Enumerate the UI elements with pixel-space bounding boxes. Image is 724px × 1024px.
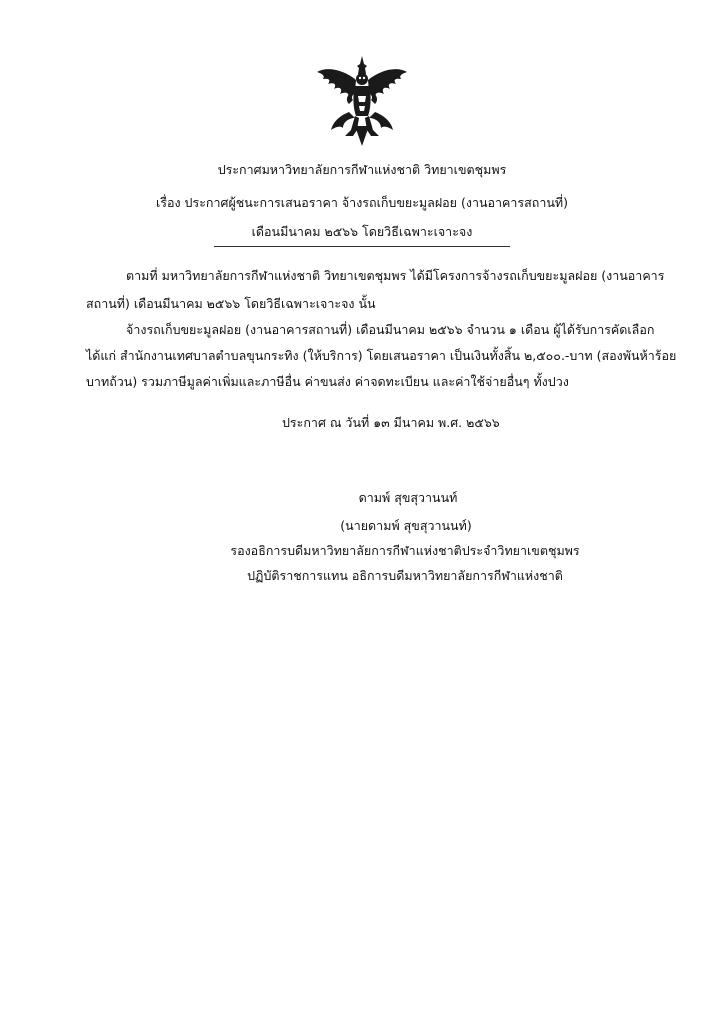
paragraph-2-line-1: จ้างรถเก็บขยะมูลฝอย (งานอาคารสถานที่) เดือนมีนาคม ๒๕๖๖ จำนวน ๑ เดือน ผู้ได้รับการคัดเลือก [126,322,655,337]
signature-position: รองอธิการบดีมหาวิทยาลัยการกีฬาแห่งชาติประจำวิทยาเขตชุมพร [230,543,580,558]
signature-printed-name: (นายดามพ์ สุขสุวานนท์) [340,518,472,533]
paragraph-2-line-3: บาทถ้วน) รวมภาษีมูลค่าเพิ่มและภาษีอื่น ค่าขนส่ง ค่าจดทะเบียน และค่าใช้จ่ายอื่นๆ ทั้งปวง [86,374,569,389]
signature-name: ดามพ์ สุขสุวานนท์ [358,490,458,505]
announcement-subject: เรื่อง ประกาศผู้ชนะการเสนอราคา จ้างรถเก็บขยะมูลฝอย (งานอาคารสถานที่) [155,195,569,210]
paragraph-2-line-2: ได้แก่ สำนักงานเทศบาลตำบลขุนกระทิง (ให้บริการ) โดยเสนอราคา เป็นเงินทั้งสิ้น ๒,๕๐๐.-บาท (สองพันห้าร้อย [86,348,677,363]
announcement-date: ประกาศ ณ วันที่ ๑๓ มีนาคม พ.ศ. ๒๕๖๖ [282,415,500,430]
heading-divider [214,246,510,247]
garuda-emblem-icon [309,56,415,148]
announcement-method: เดือนมีนาคม ๒๕๖๖ โดยวิธีเฉพาะเจาะจง [251,224,473,239]
announcement-title: ประกาศมหาวิทยาลัยการกีฬาแห่งชาติ วิทยาเขตชุมพร [217,162,507,177]
paragraph-1-line-1: ตามที่ มหาวิทยาลัยการกีฬาแห่งชาติ วิทยาเขตชุมพร ได้มีโครงการจ้างรถเก็บขยะมูลฝอย (งานอาคาร [126,268,665,283]
paragraph-1-line-2: สถานที่) เดือนมีนาคม ๒๕๖๖ โดยวิธีเฉพาะเจาะจง นั้น [86,296,376,311]
signature-acting-position: ปฏิบัติราชการแทน อธิการบดีมหาวิทยาลัยการกีฬาแห่งชาติ [247,568,563,583]
